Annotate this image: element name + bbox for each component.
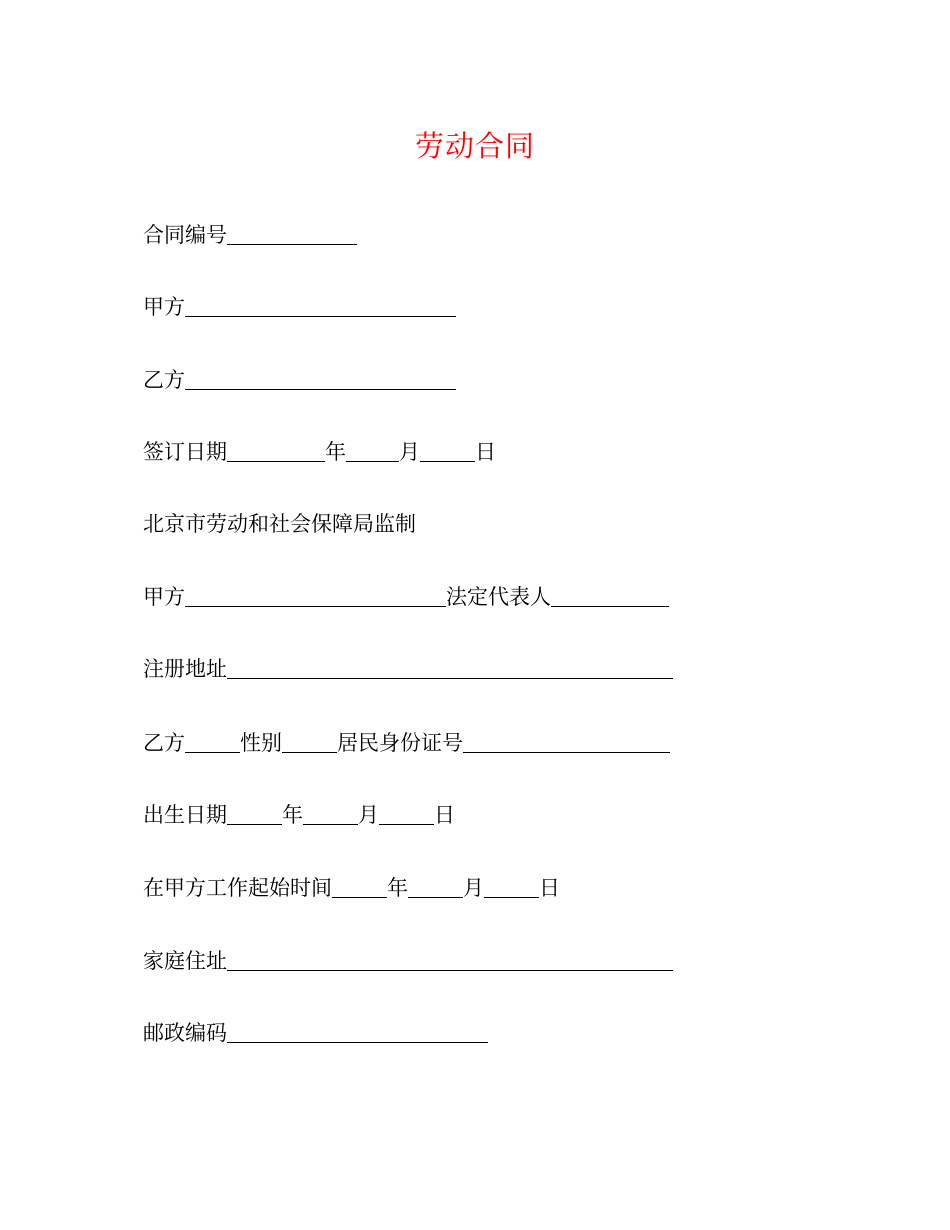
day-label: 日 [475,440,496,464]
start-month-blank[interactable] [408,877,463,898]
signing-day-blank[interactable] [420,441,475,462]
home-address-blank[interactable] [227,950,673,971]
birth-date-row [143,798,455,828]
party-b-label: 乙方 [143,368,185,392]
party-a-row [143,290,456,320]
postal-code-label: 邮政编码 [143,1021,227,1045]
start-month-label: 月 [463,876,484,900]
party-a-label-2: 甲方 [143,585,185,609]
id-number-label: 居民身份证号 [337,731,463,755]
contract-number-row [143,218,357,248]
signing-date-row [143,435,496,465]
start-year-label: 年 [387,876,408,900]
legal-rep-blank[interactable] [551,586,669,607]
birth-year-blank[interactable] [227,804,282,825]
party-b-id-row [143,726,670,756]
party-b-blank[interactable] [185,369,456,390]
document-title: 劳动合同 [414,129,535,163]
party-a-legal-rep-row [143,580,669,610]
supervisor-line: 北京市劳动和社会保障局监制 [143,512,416,536]
party-b-row [143,363,456,393]
year-label: 年 [325,440,346,464]
party-a-blank[interactable] [185,296,456,317]
birth-day-label: 日 [434,803,455,827]
postal-code-row [143,1016,488,1046]
month-label: 月 [399,440,420,464]
start-time-row [143,871,560,901]
signing-year-blank[interactable] [227,441,325,462]
home-address-row [143,944,673,974]
party-a-label: 甲方 [143,295,185,319]
id-number-blank[interactable] [463,732,670,753]
registered-address-label: 注册地址 [143,657,227,681]
party-b-name-blank[interactable] [185,732,240,753]
registered-address-blank[interactable] [227,658,673,679]
start-year-blank[interactable] [332,877,387,898]
party-a-name-blank[interactable] [185,586,446,607]
home-address-label: 家庭住址 [143,949,227,973]
postal-code-blank[interactable] [227,1022,488,1043]
registered-address-row [143,652,673,682]
signing-month-blank[interactable] [346,441,399,462]
contract-number-label: 合同编号 [143,223,227,247]
birth-year-label: 年 [282,803,303,827]
birth-date-label: 出生日期 [143,803,227,827]
contract-number-blank[interactable] [227,224,357,245]
party-b-label-2: 乙方 [143,731,185,755]
start-day-label: 日 [539,876,560,900]
birth-month-blank[interactable] [303,804,358,825]
birth-day-blank[interactable] [379,804,434,825]
gender-blank[interactable] [282,732,337,753]
signing-date-label: 签订日期 [143,440,227,464]
start-time-label: 在甲方工作起始时间 [143,876,332,900]
gender-label: 性别 [240,731,282,755]
start-day-blank[interactable] [484,877,539,898]
birth-month-label: 月 [358,803,379,827]
legal-rep-label: 法定代表人 [446,585,551,609]
supervisor-row [143,507,416,537]
